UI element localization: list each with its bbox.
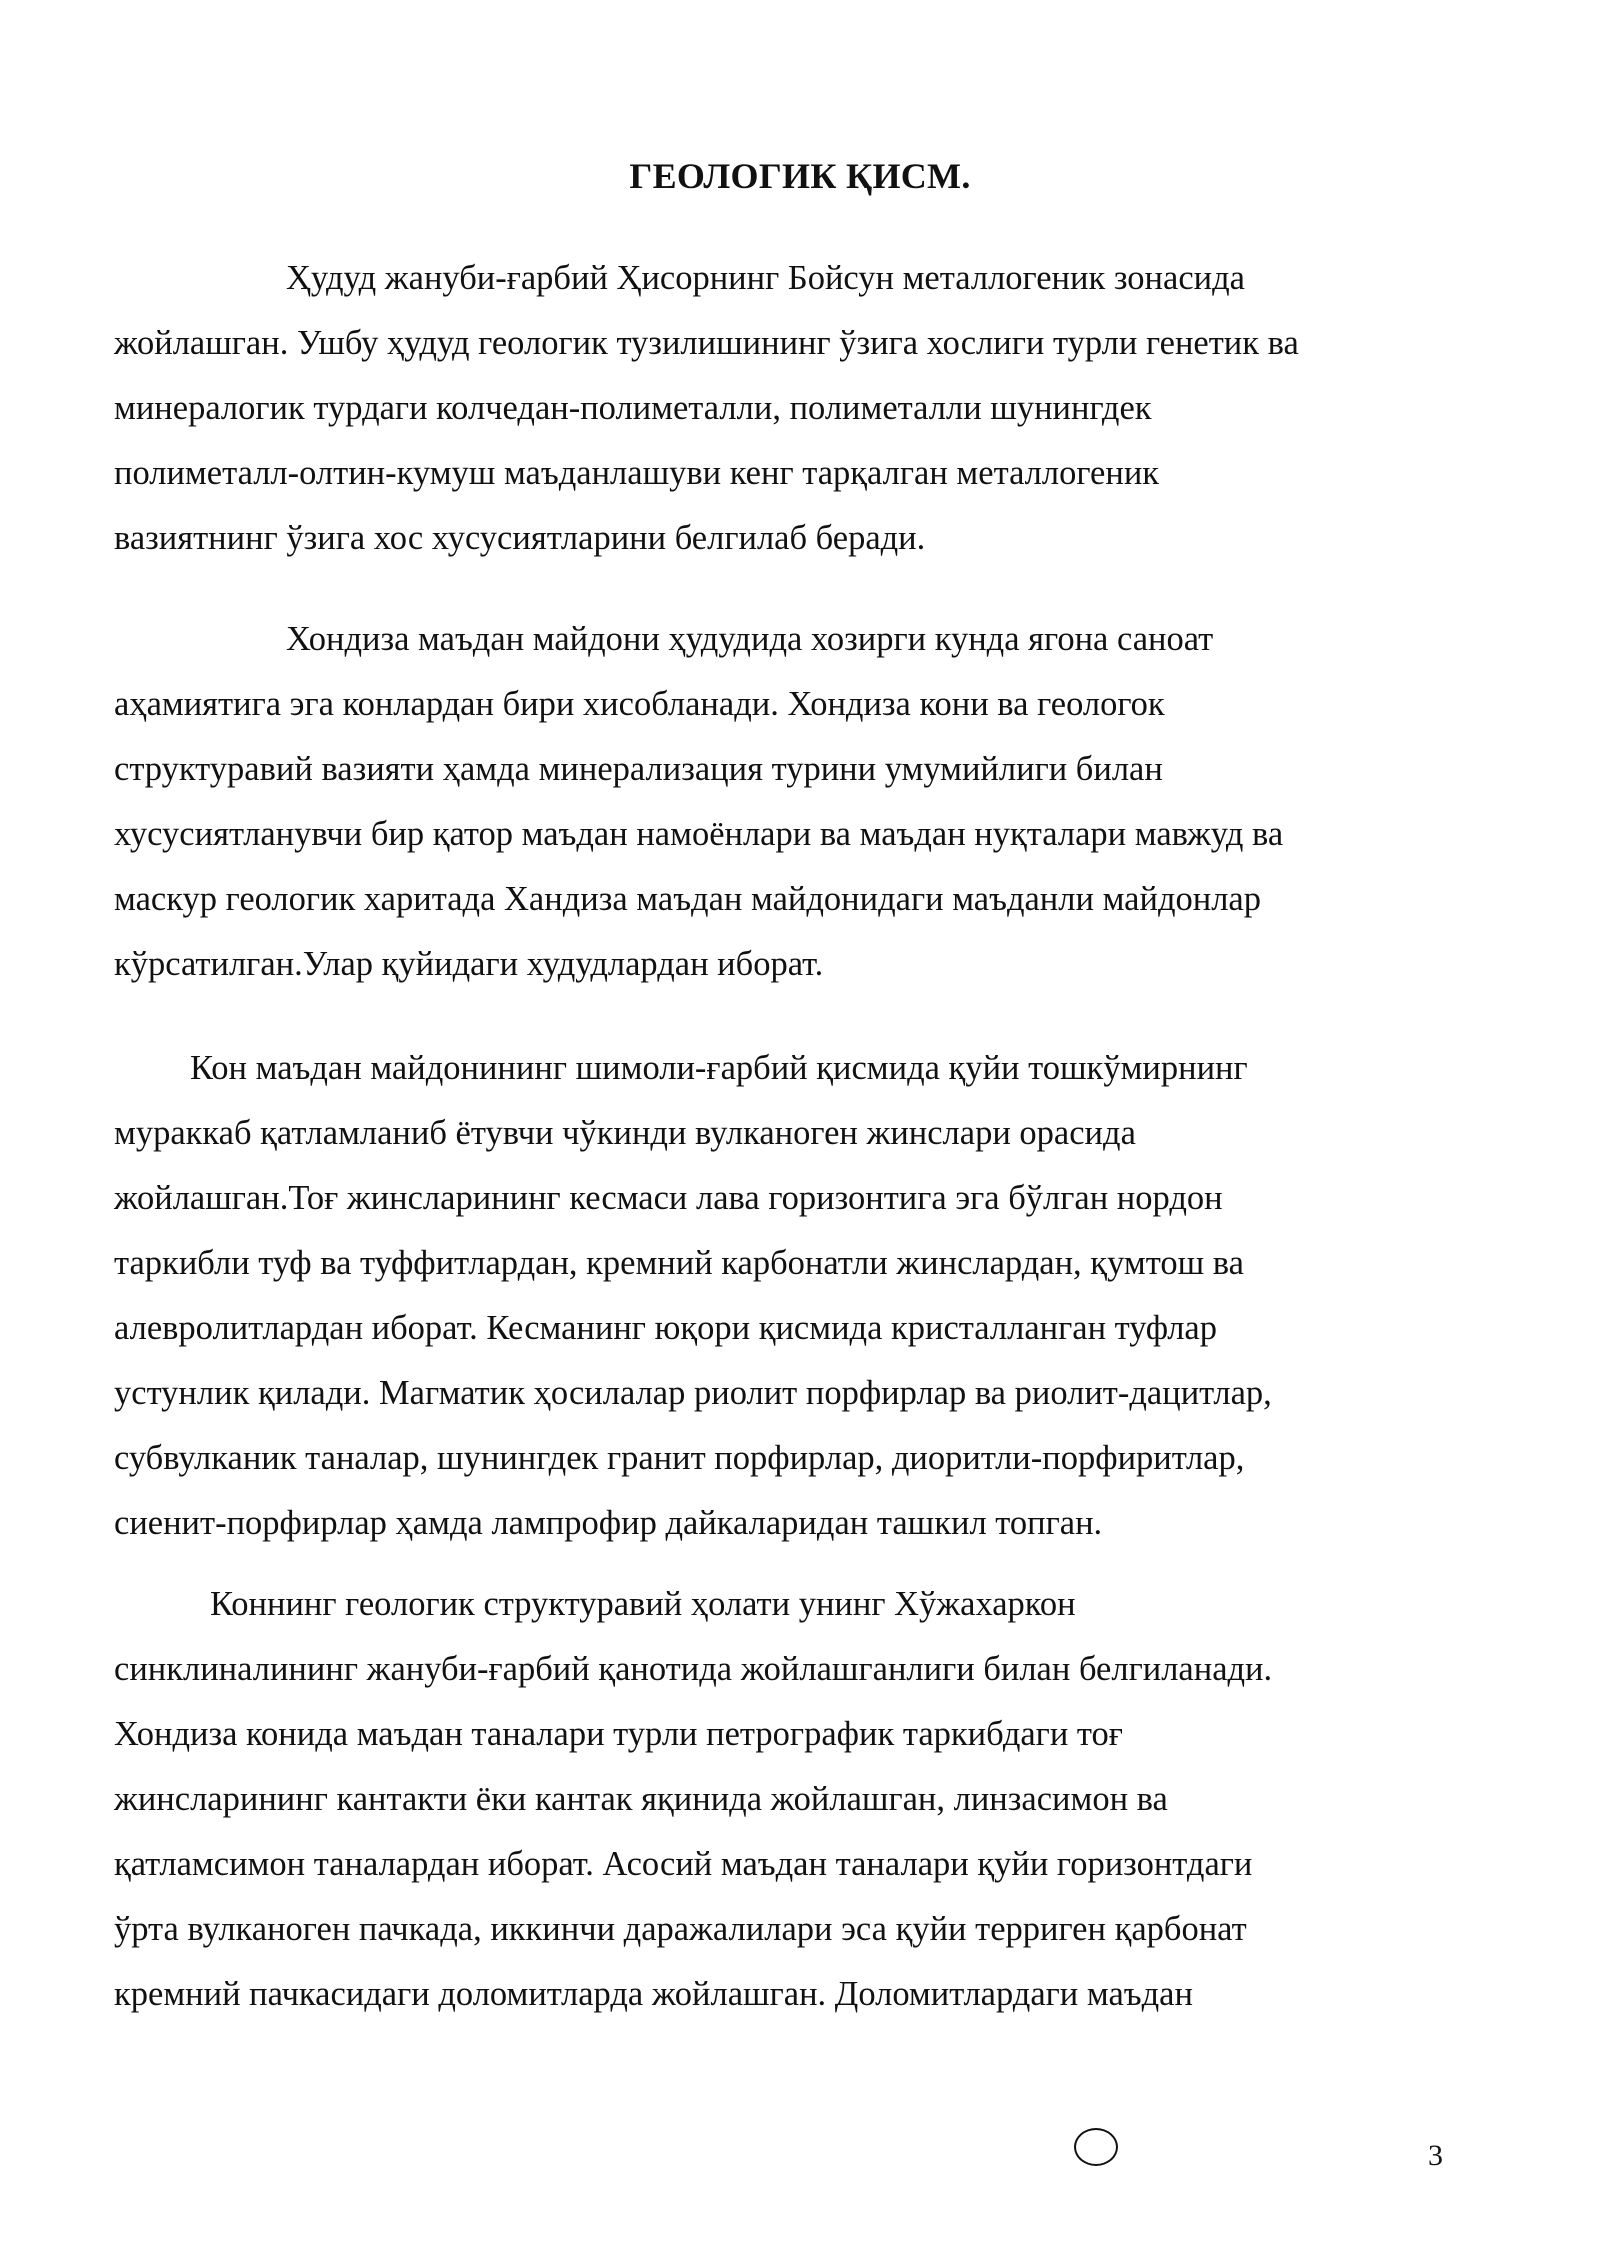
paragraph-1 [114,246,1454,571]
paragraph-line: Хондиза маъдан майдони ҳудудида хозирги кунда ягона саноат [286,620,1214,658]
paragraph-line: таркибли туф ва туффитлардан, кремний карбонатли жинслардан, қумтош ва [114,1244,1244,1282]
paragraph-line: субвулканик таналар, шунингдек гранит порфирлар, диоритли-порфиритлар, [114,1439,1245,1477]
paragraph-line: кўрсатилган.Улар қуйидаги худудлардан иборат. [114,945,824,983]
paragraph-line: мураккаб қатламланиб ётувчи чўкинди вулканоген жинслари орасида [114,1114,1136,1152]
paragraph-line: алевролитлардан иборат. Кесманинг юқори қисмида кристалланган туфлар [114,1309,1217,1347]
paragraph-line: синклиналининг жануби-ғарбий қанотида жойлашганлиги билан белгиланади. [114,1650,1273,1688]
paragraph-line: полиметалл-олтин-кумуш маъданлашуви кенг тарқалган металлогеник [114,454,1160,492]
paragraph-line: Кон маъдан майдонининг шимоли-ғарбий қисмида қуйи тошкўмирнинг [190,1049,1248,1087]
page-number: 3 [1428,2139,1443,2172]
paragraph-line: Хондиза конида маъдан таналари турли петрографик таркибдаги тоғ [114,1715,1123,1753]
paragraph-line: Коннинг геологик структуравий ҳолати унинг Хўжахаркон [210,1585,1076,1623]
paragraph-4 [114,1572,1454,2027]
paragraph-line: қатламсимон таналардан иборат. Асосий маъдан таналари қуйи горизонтдаги [114,1845,1253,1883]
paragraph-line: жинсларининг кантакти ёки кантак яқинида жойлашган, линзасимон ва [114,1780,1168,1818]
paragraph-line: аҳамиятига эга конлардан бири хисобланади. Хондиза кони ва геологок [114,685,1165,723]
paragraph-line: вазиятнинг ўзига хос хусусиятларини белгилаб беради. [114,519,926,557]
paragraph-line: жойлашган. Ушбу ҳудуд геологик тузилишининг ўзига хослиги турли генетик ва [114,324,1299,362]
circle-mark-icon [1074,2128,1118,2166]
paragraph-line: хусусиятланувчи бир қатор маъдан намоёнлари ва маъдан нуқталари мавжуд ва [114,815,1284,853]
paragraph-line: сиенит-порфирлар ҳамда лампрофир дайкаларидан ташкил топган. [114,1504,1103,1542]
paragraph-line: устунлик қилади. Магматик ҳосилалар риолит порфирлар ва риолит-дацитлар, [114,1374,1272,1412]
paragraph-line: жойлашган.Тоғ жинсларининг кесмаси лава горизонтига эга бўлган нордон [114,1179,1223,1217]
paragraph-line: структуравий вазияти ҳамда минерализация турини умумийлиги билан [114,750,1163,788]
paragraph-2 [114,607,1454,997]
paragraph-line: ўрта вулканоген пачкада, иккинчи даражалилари эса қуйи терриген қарбонат [114,1910,1247,1948]
paragraph-3 [114,1036,1454,1556]
paragraph-line: минералогик турдаги колчедан-полиметалли, полиметалли шунингдек [114,389,1152,427]
paragraph-line: Ҳудуд жануби-ғарбий Ҳисорнинг Бойсун металлогеник зонасида [286,259,1245,297]
document-title: ГЕОЛОГИК ҚИСМ. [629,156,971,196]
paragraph-line: кремний пачкасидаги доломитларда жойлашган. Доломитлардаги маъдан [114,1975,1193,2013]
paragraph-line: маскур геологик харитада Хандиза маъдан майдонидаги маъданли майдонлар [114,880,1261,918]
